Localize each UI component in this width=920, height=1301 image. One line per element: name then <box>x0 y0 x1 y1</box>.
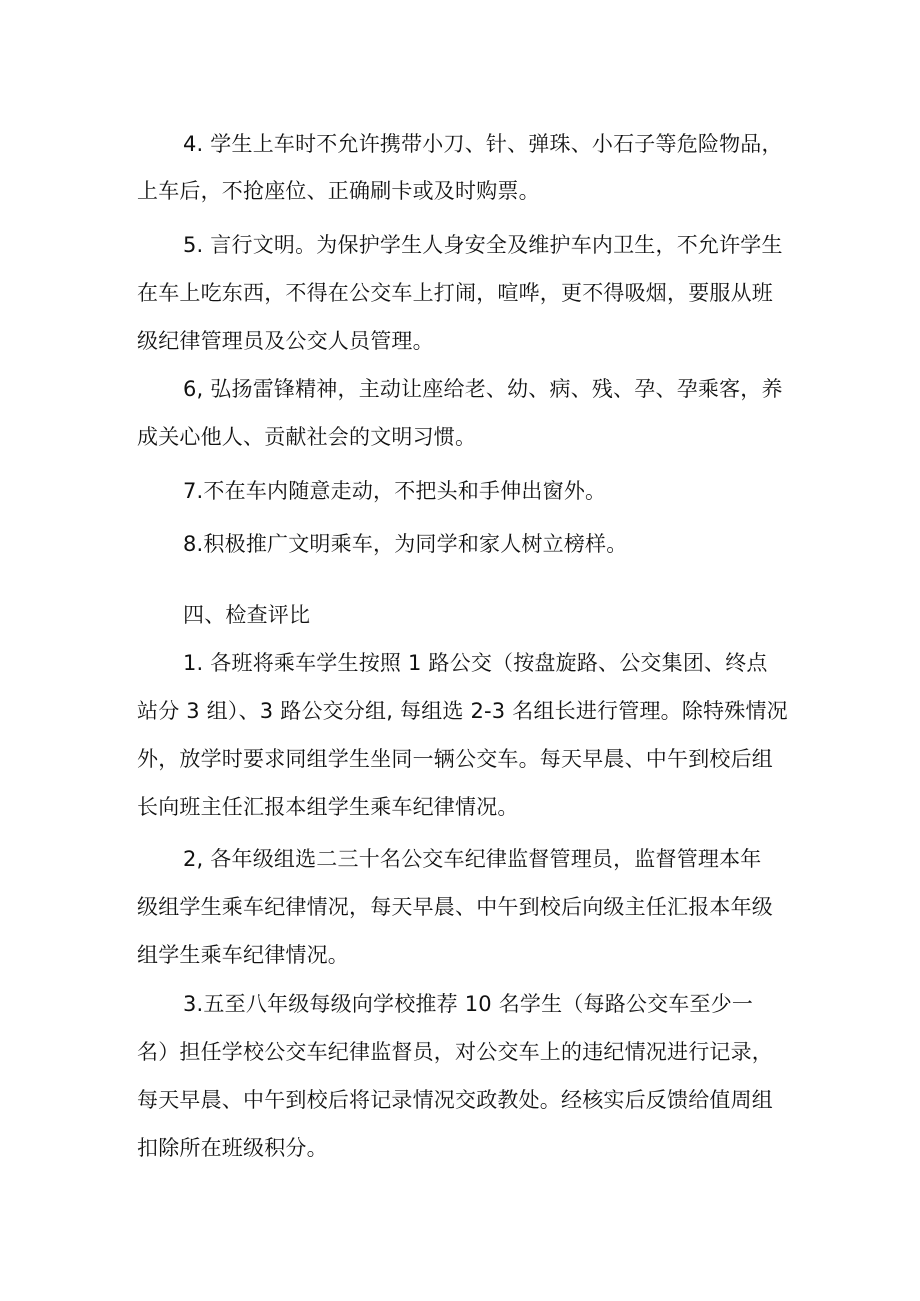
paragraph-6-line-1: 6, 弘扬雷锋精神，主动让座给老、幼、病、残、孕、孕乘客，养 <box>183 377 783 401</box>
section-heading: 四、检查评比 <box>183 603 311 627</box>
paragraph-4-line-1: 4. 学生上车时不允许携带小刀、针、弹珠、小石子等危险物品， <box>183 132 783 156</box>
paragraph-5-line-2: 在车上吃东西，不得在公交车上打闹，喧哗，更不得吸烟，要服从班 <box>137 281 773 305</box>
item-3-line-1: 3.五至八年级每级向学校推荐 10 名学生（每路公交车至少一 <box>183 992 754 1016</box>
item-2-line-1: 2, 各年级组选二三十名公交车纪律监督管理员，监督管理本年 <box>183 847 762 871</box>
item-2-line-2: 级组学生乘车纪律情况，每天早晨、中午到校后向级主任汇报本年级 <box>137 895 773 919</box>
item-3-line-4: 扣除所在班级积分。 <box>137 1136 328 1160</box>
paragraph-5-line-1: 5. 言行文明。为保护学生人身安全及维护车内卫生，不允许学生 <box>183 233 783 257</box>
paragraph-4-line-2: 上车后，不抢座位、正确刷卡或及时购票。 <box>137 179 540 203</box>
item-1-line-2: 站分 3 组）、3 路公交分组, 每组选 2-3 名组长进行管理。除特殊情况 <box>137 699 788 723</box>
paragraph-8: 8.积极推广文明乘车，为同学和家人树立榜样。 <box>183 532 628 556</box>
item-2-line-3: 组学生乘车纪律情况。 <box>137 943 349 967</box>
item-1-line-3: 外，放学时要求同组学生坐同一辆公交车。每天早晨、中午到校后组 <box>137 747 773 771</box>
paragraph-7: 7.不在车内随意走动，不把头和手伸出窗外。 <box>183 479 607 503</box>
item-1-line-1: 1. 各班将乘车学生按照 1 路公交（按盘旋路、公交集团、终点 <box>183 651 768 675</box>
item-3-line-3: 每天早晨、中午到校后将记录情况交政教处。经核实后反馈给值周组 <box>137 1088 773 1112</box>
item-1-line-4: 长向班主任汇报本组学生乘车纪律情况。 <box>137 795 519 819</box>
paragraph-5-line-3: 级纪律管理员及公交人员管理。 <box>137 329 434 353</box>
item-3-line-2: 名）担任学校公交车纪律监督员，对公交车上的违纪情况进行记录， <box>137 1040 773 1064</box>
paragraph-6-line-2: 成关心他人、贡献社会的文明习惯。 <box>137 425 477 449</box>
